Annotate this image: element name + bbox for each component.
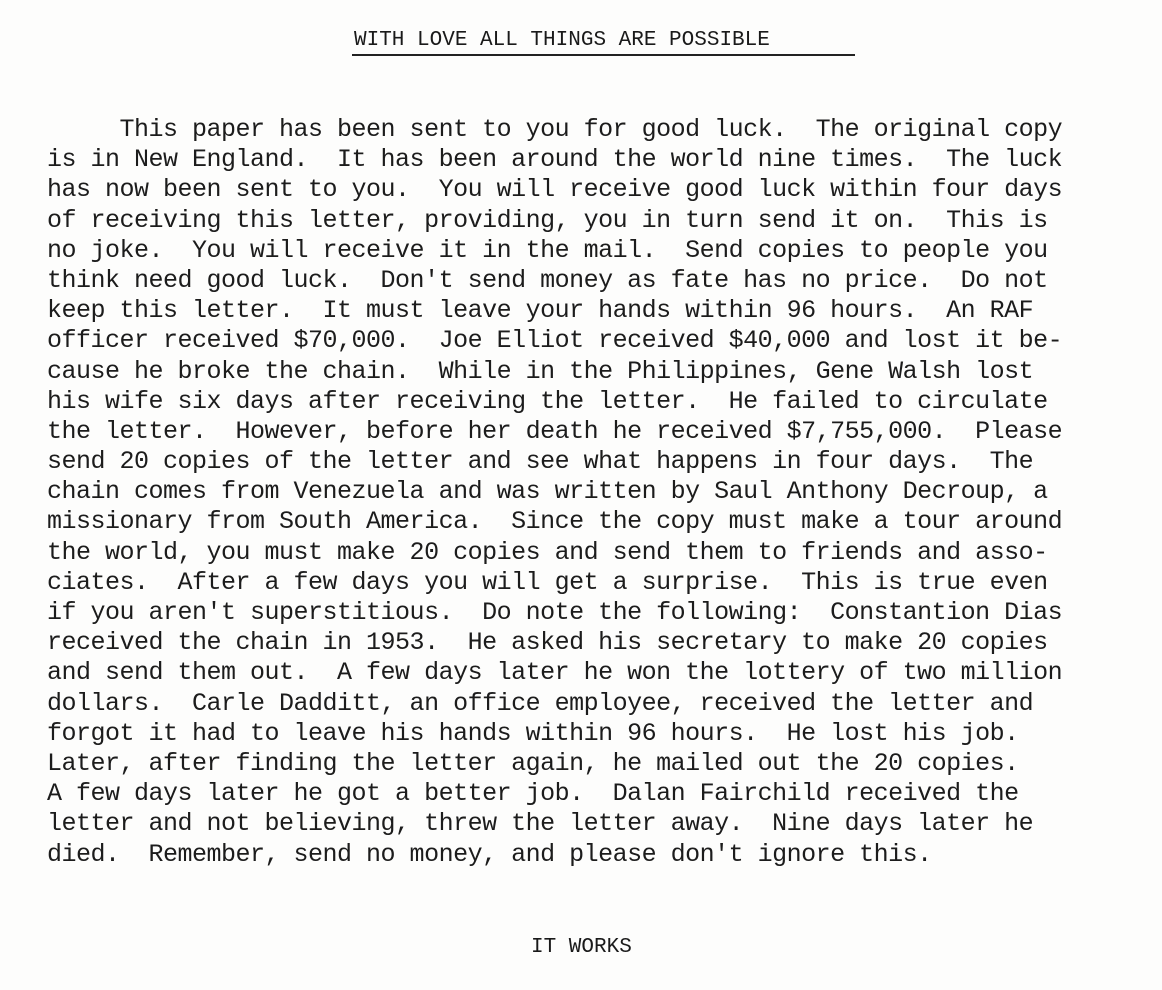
body-line: and send them out. A few days later he won the lottery of two million [47, 658, 1063, 688]
body-line: has now been sent to you. You will receive good luck within four days [47, 175, 1063, 205]
body-line: the world, you must make 20 copies and send them to friends and asso- [47, 537, 1048, 567]
body-line: letter and not believing, threw the letter away. Nine days later he [47, 809, 1034, 839]
body-line: forgot it had to leave his hands within 96 hours. He lost his job. [47, 718, 1019, 748]
body-line: ciates. After a few days you will get a surprise. This is true even [47, 567, 1048, 597]
title-underline [352, 54, 855, 56]
body-line: the letter. However, before her death he received $7,755,000. Please [47, 416, 1063, 446]
body-line: if you aren't superstitious. Do note the following: Constantion Dias [47, 598, 1063, 627]
body-line: Later, after finding the letter again, he mailed out the 20 copies. [47, 748, 1019, 778]
document-title: WITH LOVE ALL THINGS ARE POSSIBLE [354, 29, 770, 52]
body-line: missionary from South America. Since the copy must make a tour around [47, 507, 1063, 537]
letter-body [47, 115, 1127, 870]
body-line: dollars. Carle Dadditt, an office employee, received the letter and [47, 688, 1034, 718]
body-line: cause he broke the chain. While in the Philippines, Gene Walsh lost [47, 356, 1034, 386]
body-line: no joke. You will receive it in the mail. Send copies to people you [47, 235, 1048, 265]
body-line: is in New England. It has been around the world nine times. The luck [47, 145, 1063, 175]
body-line: died. Remember, send no money, and please don't ignore this. [47, 839, 932, 869]
body-line: chain comes from Venezuela and was written by Saul Anthony Decroup, a [47, 477, 1048, 507]
footer-text: IT WORKS [531, 936, 632, 959]
body-line: think need good luck. Don't send money as fate has no price. Do not [47, 265, 1048, 295]
body-line: of receiving this letter, providing, you in turn send it on. This is [47, 205, 1048, 235]
body-line: A few days later he got a better job. Dalan Fairchild received the [47, 779, 1019, 809]
body-line: officer received $70,000. Joe Elliot received $40,000 and lost it be- [47, 326, 1063, 356]
body-line: send 20 copies of the letter and see what happens in four days. The [47, 447, 1034, 477]
body-line: received the chain in 1953. He asked his secretary to make 20 copies [47, 628, 1048, 658]
body-line: keep this letter. It must leave your hands within 96 hours. An RAF [47, 296, 1034, 326]
body-line: his wife six days after receiving the letter. He failed to circulate [47, 386, 1048, 416]
body-line: This paper has been sent to you for good luck. The original copy [47, 115, 1063, 144]
